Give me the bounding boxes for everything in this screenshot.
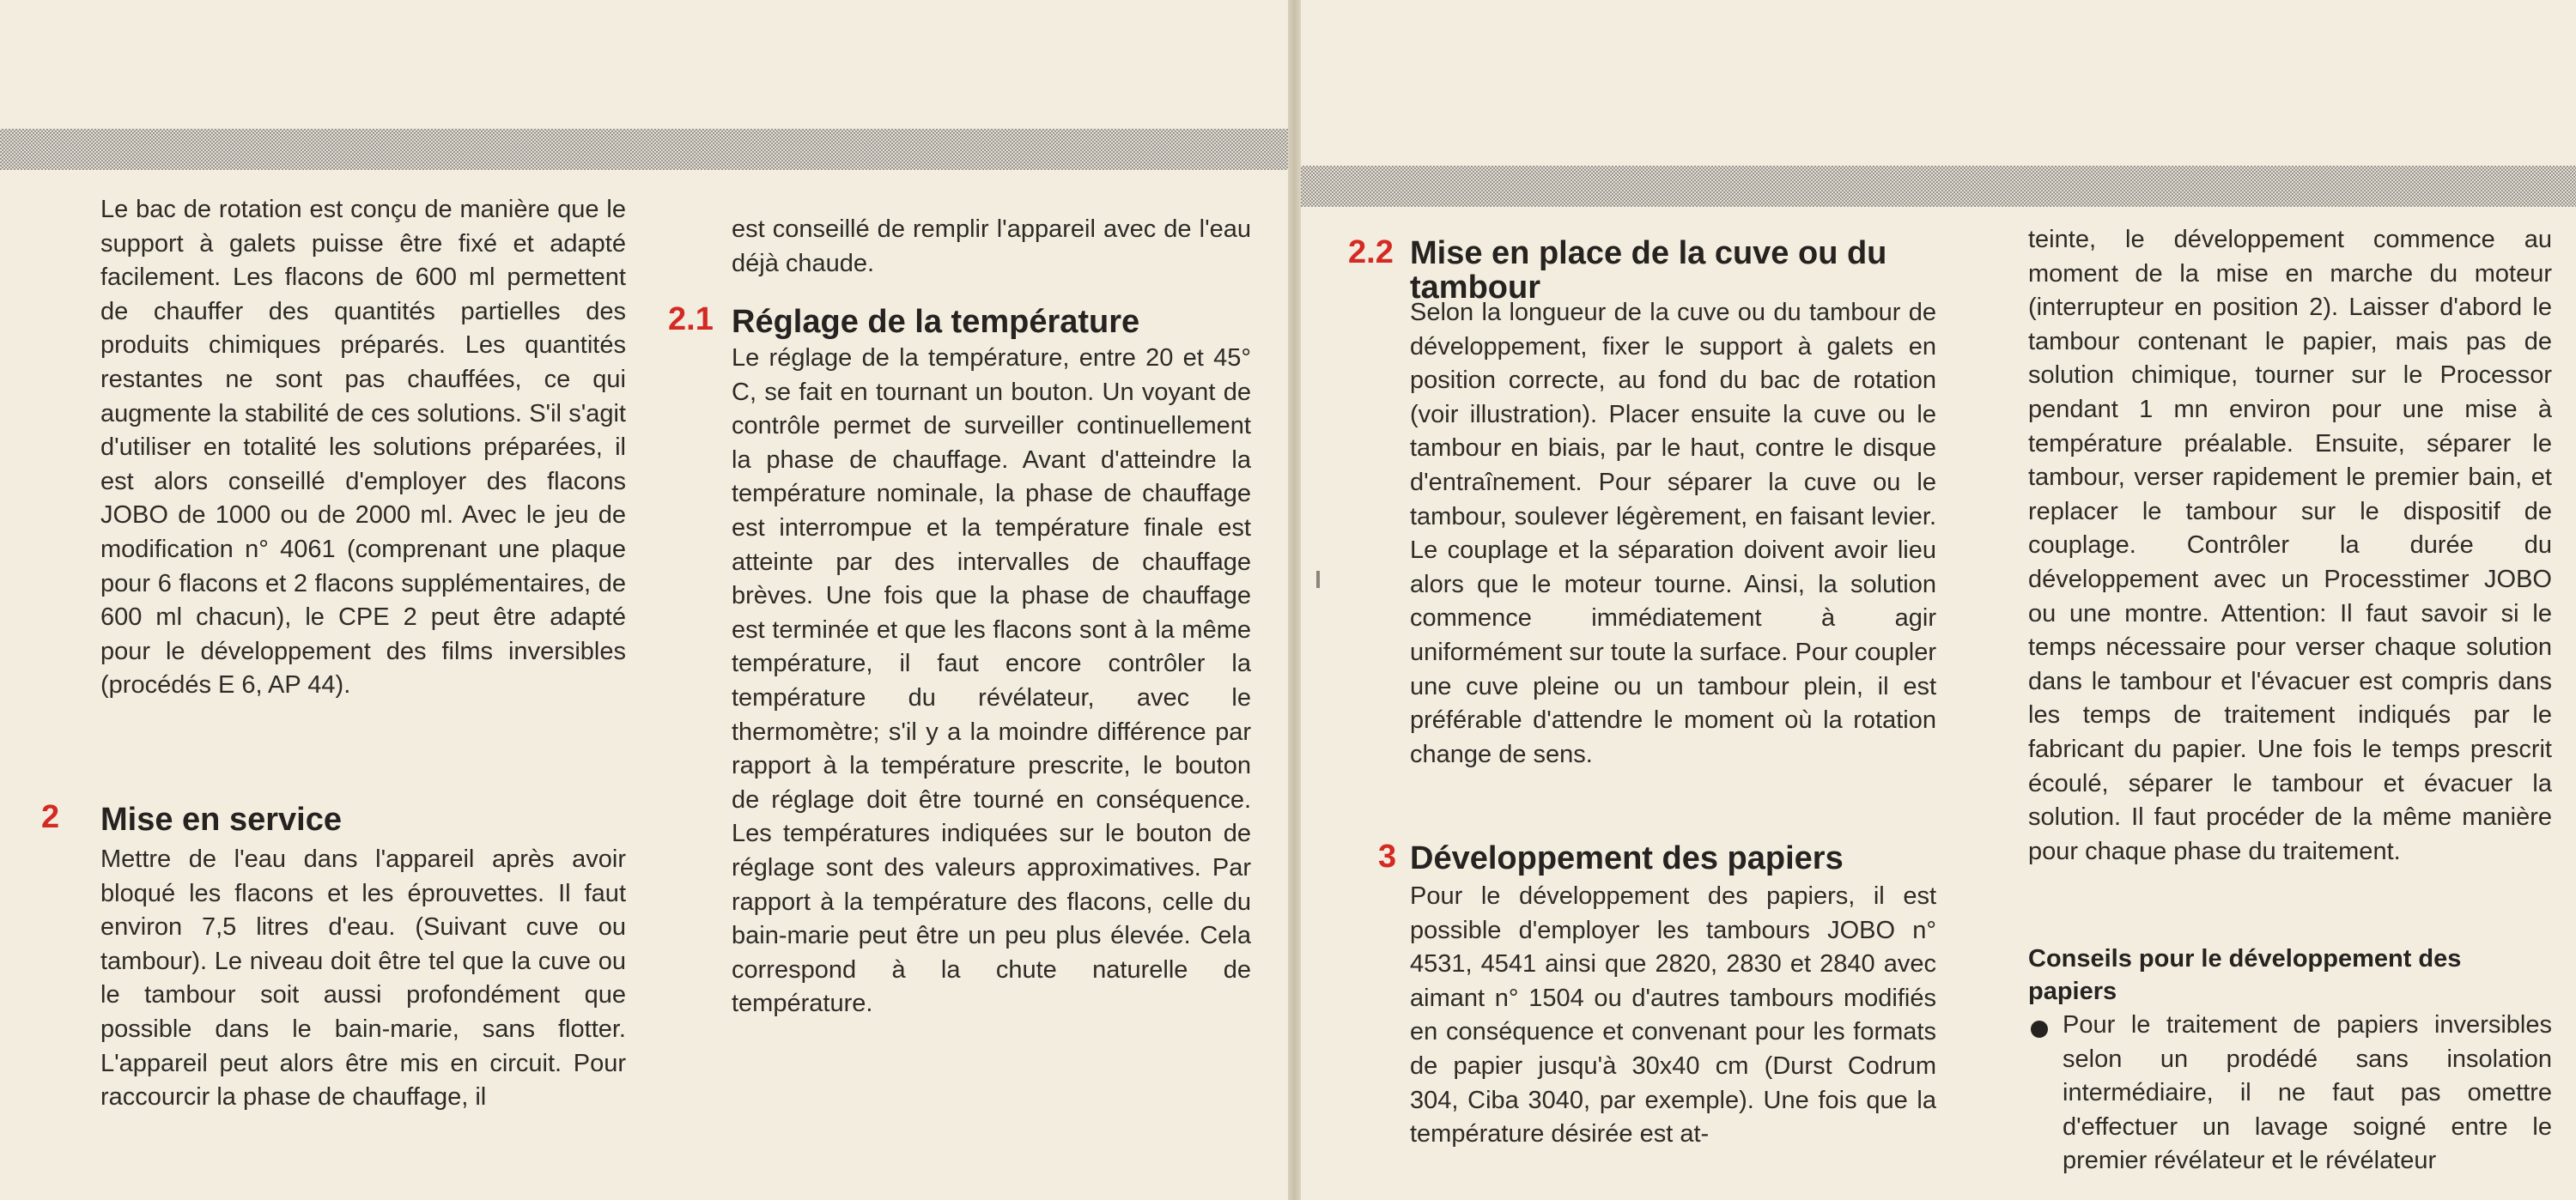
section-2-body [100,843,626,1115]
section-2-title: Mise en service [100,802,342,838]
section-3-title: Développement des papiers [1410,840,1844,876]
continuation-text: est conseillé de remplir l'appareil avec de l'eau déjà chaude. [732,215,1251,277]
margin-mark [1316,571,1320,588]
halftone-band-left [0,129,1288,170]
section-2-1-title: Réglage de la température [732,304,1140,340]
tips-heading: Conseils pour le développement des papiers [2028,945,2462,1005]
section-2-2-title-line-1: Mise en place de la cuve ou du [1410,235,1887,271]
section-3-body [1410,880,1936,1152]
section-3-number: 3 [1378,839,1397,875]
section-2-2-text: Selon la longueur de la cuve ou du tambour de développement, fixer le support à galets en position correcte, au fond du bac de rotation (voir illustration). Placer ensuite la cuve ou le tambour en biais, par le haut, contre le disque d'entraînement. Pour séparer la cuve ou le tambour, soulever légèrement, en faisant levier. Le couplage et la séparation doivent avoir lieu alors que le moteur tourne. Ainsi, la solution commence immédiatement à agir uniformément sur toute la surface. Pour coupler une cuve pleine ou un tambour plein, il est préférable d'attendre le moment où la rotation change de sens. [1410,299,1936,768]
tips-bullet-item [2063,1009,2552,1179]
section-2-text: Mettre de l'eau dans l'appareil après avoir bloqué les flacons et les éprouvettes. Il faut environ 7,5 litres d'eau. (Suivant cuve ou tambour). Le niveau doit être tel que la cuve ou le tambour soit aussi profondément que possible dans le bain-marie, sans flotter. L'appareil peut alors être mis en circuit. Pour raccourcir la phase de chauffage, il [100,845,626,1112]
section-2-2-title-line-2: tambour [1410,270,1540,306]
section-2-2-title [1410,236,1942,305]
section-2-2-number: 2.2 [1348,234,1394,270]
tips-bullet-text: Pour le traitement de papiers inversibles selon un prodédé sans insolation intermédiaire, il ne faut pas omettre d'effectuer un lavage soigné entre le premier révélateur et le révélateur [2063,1011,2552,1175]
section-2-1-number: 2.1 [668,301,714,337]
bullet-dot-icon [2031,1021,2048,1038]
section-2-2-body [1410,296,1936,772]
halftone-band-right [1301,166,2576,207]
section-2-1-text: Le réglage de la température, entre 20 et 45° C, se fait en tournant un bouton. Un voyant de contrôle permet de surveiller continuellement la phase de chauffage. Avant d'atteindre la température nominale, la phase de chauffage est interrompue et la température finale est atteinte par des intervalles de chauffage brèves. Une fois que la phase de chauffage est terminée et que les flacons sont à la même température, il faut encore contrôler la température du révélateur, avec le thermomètre; s'il y a la moindre différence par rapport à la température prescrite, le bouton de réglage doit être tourné en conséquence. Les températures indiquées sur le bouton de réglage sont des valeurs approximatives. Par rapport à la température des flacons, celle du bain-marie peut être un peu plus élevée. Cela correspond à la chute naturelle de température. [732,344,1251,1018]
book-gutter [1288,0,1301,1200]
section-3-text: Pour le développement des papiers, il est possible d'employer les tambours JOBO n° 4531, 4541 ainsi que 2820, 2830 et 2840 avec aimant n° 1504 ou d'autres tambours modifiés en conséquence et convenant pour les formats de papier jusqu'à 30x40 cm (Durst Codrum 304, Ciba 3040, par exemple). Une fois que la température désirée est at- [1410,882,1936,1148]
intro-paragraph [100,193,626,703]
intro-text: Le bac de rotation est conçu de manière que le support à galets puisse être fixé et adapté facilement. Les flacons de 600 ml permettent de chauffer des quantités partielles des produits chimiques préparés. Les quantités restantes ne sont pas chauffées, ce qui augmente la stabilité de ces solutions. S'il s'agit d'utiliser en totalité les solutions préparées, il est alors conseillé d'employer des flacons JOBO de 1000 ou de 2000 ml. Avec le jeu de modification n° 4061 (comprenant une plaque pour 6 flacons et 2 flacons supplémentaires, de 600 ml chacun), le CPE 2 peut être adapté pour le développement des films inversibles (procédés E 6, AP 44). [100,196,626,700]
column-4-text [2028,223,2552,869]
section-2-number: 2 [41,799,60,835]
section-2-1-body [732,342,1251,1021]
column-2-continuation [732,213,1251,281]
column-4-body: teinte, le développement commence au moment de la mise en marche du moteur (interrupteur en position 2). Laisser d'abord le tambour contenant le papier, mais pas de solution chimique, tourner sur le Processor pendant 1 mn environ pour une mise à température préalable. Ensuite, séparer le tambour, verser rapidement le premier bain, et replacer le tambour sur le dispositif de couplage. Contrôler la durée du développement avec un Processtimer JOBO ou une montre. Attention: Il faut savoir si le temps nécessaire pour verser chaque solution dans le tambour et l'évacuer est compris dans les temps de traitement indiqués par le fabricant du papier. Une fois le temps prescrit écoulé, séparer le tambour et évacuer la solution. Il faut procéder de la même manière pour chaque phase du traitement. [2028,226,2552,865]
